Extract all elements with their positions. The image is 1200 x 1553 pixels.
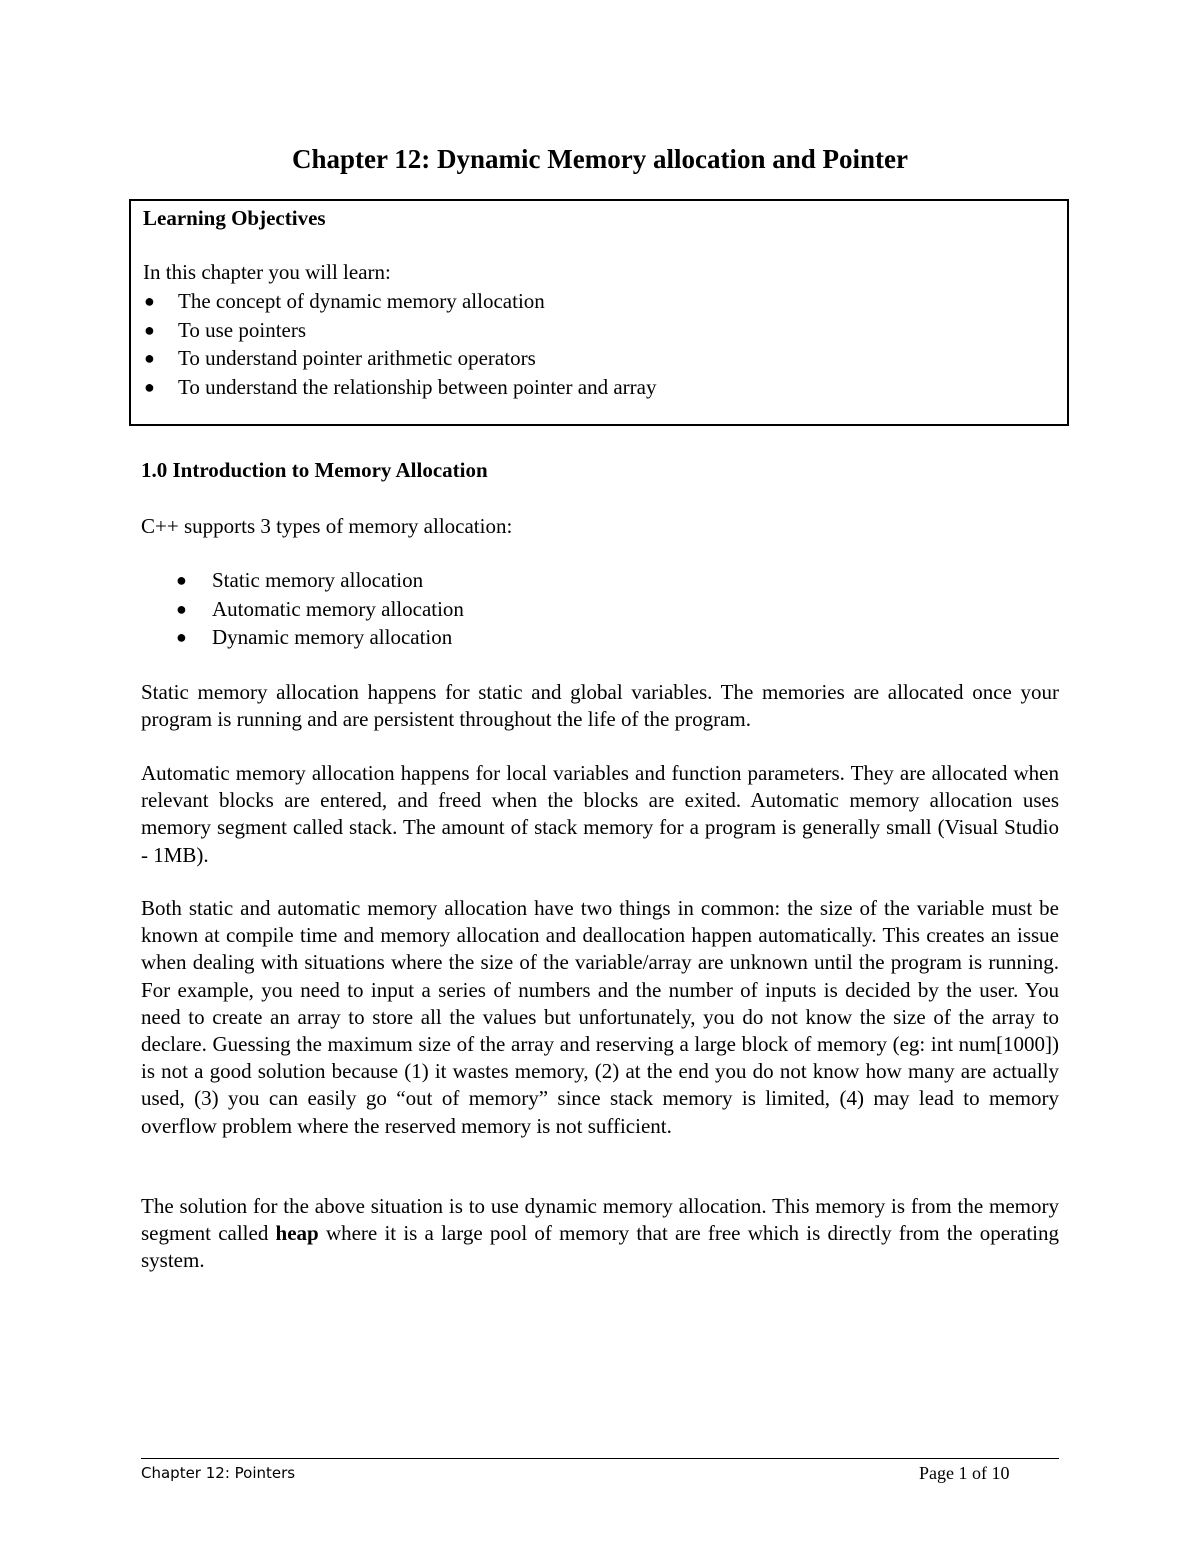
list-item: [176, 566, 464, 595]
paragraph-dynamic-solution: [141, 1193, 1059, 1275]
footer-divider: [141, 1458, 1059, 1459]
objective-text: To understand the relationship between pointer and array: [178, 374, 657, 399]
bullet-icon: ●: [176, 598, 187, 619]
paragraph-static-allocation: Static memory allocation happens for static and global variables. The memories are allocated once your program is running and are persistent throughout the life of the program.: [141, 680, 1059, 732]
heap-term: heap: [275, 1221, 319, 1246]
bullet-icon: ●: [144, 291, 155, 311]
list-item: [144, 344, 656, 373]
allocation-types-list: [176, 566, 464, 652]
footer-chapter-label: Chapter 12: Pointers: [141, 1464, 296, 1482]
objective-text: The concept of dynamic memory allocation: [178, 289, 545, 313]
allocation-type-text: Dynamic memory allocation: [212, 625, 453, 649]
paragraph-automatic-allocation: Automatic memory allocation happens for local variables and function parameters. They are allocated when relevant blocks are entered, and freed when the blocks are exited. Automatic memory allocation uses memory segment called stack. The amount of stack memory for a program is generally small (Visual Studio - 1MB).: [141, 761, 1059, 867]
learning-objectives-box: [129, 199, 1069, 426]
paragraph-allocation-issue: Both static and automatic memory allocation have two things in common: the size of the variable must be known at compile time and memory allocation and deallocation happen automatically. This creates an issue when dealing with situations where the size of the variable/array are unknown until the program is running. For example, you need to input a series of numbers and the number of inputs is decided by the user. You need to create an array to store all the values but unfortunately, you do not know the size of the array to declare. Guessing the maximum size of the array and reserving a large block of memory (eg: int num[1000]) is not a good solution because (1) it wastes memory, (2) at the end you do not know how many are actually used, (3) you can easily go “out of memory” since stack memory is limited, (4) may lead to memory overflow problem where the reserved memory is not sufficient.: [141, 896, 1059, 1138]
bullet-icon: ●: [176, 570, 187, 590]
objectives-list: [144, 287, 657, 401]
objective-text: To understand pointer arithmetic operators: [178, 346, 536, 370]
section-heading: 1.0 Introduction to Memory Allocation: [141, 458, 488, 482]
list-item: [176, 595, 464, 624]
objectives-heading: Learning Objectives: [143, 206, 326, 230]
list-item: [144, 373, 657, 402]
objective-text: To use pointers: [178, 317, 307, 342]
footer-page-number: Page 1 of 10: [919, 1463, 1010, 1483]
bullet-icon: ●: [144, 319, 155, 340]
allocation-type-text: Static memory allocation: [212, 568, 424, 592]
page-title: Chapter 12: Dynamic Memory allocation and Pointer: [292, 144, 908, 174]
bullet-icon: ●: [144, 376, 155, 397]
allocation-type-text: Automatic memory allocation: [212, 596, 464, 621]
paragraph-text-after: where it is a large pool of memory that are free which is directly from the operating system.: [141, 1221, 1059, 1273]
bullet-icon: ●: [144, 348, 155, 368]
section-lead: C++ supports 3 types of memory allocation:: [141, 514, 513, 538]
list-item: [176, 623, 464, 652]
bullet-icon: ●: [176, 627, 187, 647]
list-item: [144, 316, 656, 345]
paragraph-text-before: The solution for the above situation is to use dynamic memory allocation. This memory is from the memory segment called: [141, 1194, 1059, 1246]
objectives-intro: In this chapter you will learn:: [143, 260, 391, 284]
list-item: [144, 287, 656, 316]
